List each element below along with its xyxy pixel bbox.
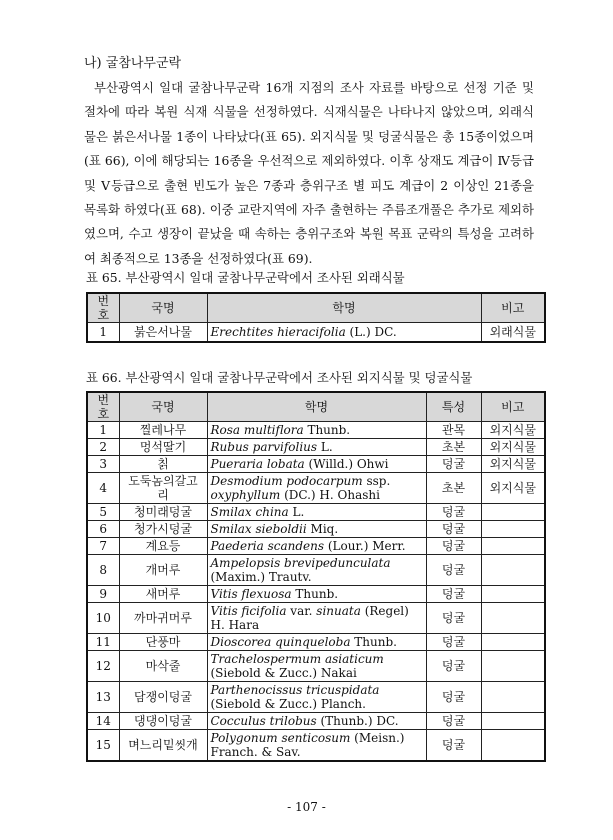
cell-no: 12: [87, 651, 119, 682]
cell-note: [481, 713, 545, 730]
cell-trait: 덩굴: [426, 538, 481, 555]
cell-name: 찔레나무: [119, 422, 207, 439]
sci-italic: Desmodium podocarpum: [210, 474, 363, 488]
cell-note: [481, 634, 545, 651]
body-paragraph: [84, 76, 534, 271]
cell-note: 외지식물: [481, 456, 545, 473]
cell-name: 담쟁이덩굴: [119, 682, 207, 713]
cell-no: 14: [87, 713, 119, 730]
cell-sci: [207, 603, 426, 634]
sci-author: Miq.: [306, 522, 339, 536]
cell-sci: [207, 422, 426, 439]
cell-trait: 관목: [426, 422, 481, 439]
sci-author: Thunb.: [291, 587, 339, 601]
sci-italic: Polygonum senticosum: [210, 730, 351, 745]
table-row: [87, 603, 545, 634]
header-name: 국명: [119, 392, 207, 422]
table-row: [87, 555, 545, 586]
cell-note: 외지식물: [481, 473, 545, 504]
cell-trait: 덩굴: [426, 521, 481, 538]
cell-no: 6: [87, 521, 119, 538]
cell-note: [481, 555, 545, 586]
sci-italic-infra: sinuata: [316, 604, 361, 618]
paragraph-text: 부산광역시 일대 굴참나무군락 16개 지점의 조사 자료를 바탕으로 선정 기준 및 절차에 따라 복원 식재 식물을 선정하였다. 식재식물은 나타나지 않았으며, 외래식물은 붉은서나물 1종이 나타났다(표 65). 외지식물 및 덩굴식물은 총 15종이었으며(표 66), 이에 해당되는 16종을 우선적으로 제외하였다. 이후 상재도 계급이 Ⅳ등급 및 Ⅴ등급으로 출현 빈도가 높은 7종과 층위구조 별 피도 계급이 2 이상인 21종을 목록화 하였다(표 68). 이중 교란지역에 자주 출현하는 주름조개풀은 추가로 제외하였으며, 수고 생장이 끝났을 때 속하는 층위구조와 복원 목표 군락의 특성을 고려하여 최종적으로 13종을 선정하였다(표 69).: [84, 80, 534, 266]
table-row: [87, 538, 545, 555]
table65-caption: 표 65. 부산광역시 일대 굴참나무군락에서 조사된 외래식물: [86, 270, 405, 285]
cell-sci: [207, 323, 481, 342]
cell-name: 멍석딸기: [119, 439, 207, 456]
cell-trait: 덩굴: [426, 651, 481, 682]
sci-author: (Lour.) Merr.: [324, 539, 406, 553]
sci-italic: Trachelospermum asiaticum: [210, 652, 384, 666]
table-row: [87, 439, 545, 456]
header-note: 비고: [481, 293, 545, 323]
sci-author: var.: [286, 604, 317, 618]
cell-no: 8: [87, 555, 119, 586]
sci-author: L.: [288, 505, 305, 519]
cell-sci: [207, 713, 426, 730]
table-65: [86, 292, 546, 343]
table-header-row: [87, 293, 545, 323]
cell-sci: [207, 504, 426, 521]
sci-italic: Rubus parvifolius: [210, 440, 318, 454]
cell-note: 외지식물: [481, 422, 545, 439]
cell-no: 5: [87, 504, 119, 521]
cell-sci: [207, 473, 426, 504]
cell-sci: [207, 682, 426, 713]
sci-italic: Erechtites hieracifolia: [210, 324, 346, 339]
cell-name: 도둑놈의갈고리: [119, 473, 207, 504]
cell-name: 며느리밑씻개: [119, 730, 207, 761]
table-row: [87, 713, 545, 730]
cell-trait: 덩굴: [426, 504, 481, 521]
cell-sci: [207, 439, 426, 456]
cell-trait: 덩굴: [426, 555, 481, 586]
table-66: [86, 391, 546, 762]
sci-author: L.: [317, 440, 333, 454]
sci-author: (Meisn.) Franch. & Sav.: [210, 730, 405, 759]
sci-italic: Smilax china: [210, 505, 289, 519]
cell-trait: 덩굴: [426, 603, 481, 634]
sci-author-infra: (Regel) H. Hara: [210, 604, 409, 632]
cell-no: 1: [87, 323, 119, 342]
table-row: [87, 586, 545, 603]
cell-sci: [207, 651, 426, 682]
page-number: - 107 -: [287, 800, 326, 814]
header-note: 비고: [481, 392, 545, 422]
cell-no: 15: [87, 730, 119, 761]
header-name: 국명: [119, 293, 207, 323]
cell-note: [481, 586, 545, 603]
sci-italic: Vitis flexuosa: [210, 587, 292, 601]
sci-author: (Maxim.) Trautv.: [210, 570, 312, 584]
sci-author: (Siebold & Zucc.) Planch.: [210, 697, 366, 711]
sci-italic: Rosa multiflora: [210, 423, 304, 437]
sci-author: (Thunb.) DC.: [316, 714, 399, 728]
sci-italic: Parthenocissus tricuspidata: [210, 683, 380, 697]
cell-note: [481, 603, 545, 634]
table-row: [87, 323, 545, 342]
cell-trait: 덩굴: [426, 682, 481, 713]
cell-note: [481, 504, 545, 521]
table-row: [87, 730, 545, 761]
table66-caption: 표 66. 부산광역시 일대 굴참나무군락에서 조사된 외지식물 및 덩굴식물: [86, 370, 473, 385]
cell-note: [481, 730, 545, 761]
sci-author: Thunb.: [303, 423, 351, 437]
sci-author: ssp.: [362, 474, 391, 488]
cell-note: 외지식물: [481, 439, 545, 456]
table-row: [87, 651, 545, 682]
cell-name: 계요등: [119, 538, 207, 555]
cell-note: [481, 521, 545, 538]
sci-italic: Ampelopsis brevipedunculata: [210, 556, 391, 570]
cell-name: 단풍마: [119, 634, 207, 651]
cell-no: 11: [87, 634, 119, 651]
table-row: [87, 504, 545, 521]
sci-italic: Cocculus trilobus: [210, 714, 317, 728]
cell-name: 칡: [119, 456, 207, 473]
table-row: [87, 682, 545, 713]
header-no: 번호: [87, 392, 119, 422]
sci-italic: Dioscorea quinqueloba: [210, 635, 351, 649]
cell-no: 3: [87, 456, 119, 473]
sci-author-infra: (DC.) H. Ohashi: [280, 488, 380, 502]
sci-author: Thunb.: [350, 635, 397, 649]
cell-sci: [207, 456, 426, 473]
cell-name: 새머루: [119, 586, 207, 603]
table-row: [87, 473, 545, 504]
cell-no: 4: [87, 473, 119, 504]
section-heading: 나) 굴참나무군락: [84, 56, 182, 71]
header-sci: 학명: [207, 293, 481, 323]
cell-name: 개머루: [119, 555, 207, 586]
cell-name: 청가시덩굴: [119, 521, 207, 538]
cell-no: 2: [87, 439, 119, 456]
sci-italic: Vitis ficifolia: [210, 604, 287, 618]
cell-trait: 덩굴: [426, 456, 481, 473]
cell-note: [481, 651, 545, 682]
cell-trait: 덩굴: [426, 730, 481, 761]
table-row: [87, 634, 545, 651]
cell-name: 까마귀머루: [119, 603, 207, 634]
cell-trait: 초본: [426, 439, 481, 456]
cell-note: 외래식물: [481, 323, 545, 342]
sci-italic: Smilax sieboldii: [210, 522, 307, 536]
cell-trait: 덩굴: [426, 713, 481, 730]
header-trait: 특성: [426, 392, 481, 422]
table-row: [87, 422, 545, 439]
sci-italic: Pueraria lobata: [210, 457, 305, 471]
cell-trait: 덩굴: [426, 634, 481, 651]
cell-name: 마삭줄: [119, 651, 207, 682]
cell-no: 10: [87, 603, 119, 634]
header-no: 번호: [87, 293, 119, 323]
table-row: [87, 521, 545, 538]
cell-sci: [207, 538, 426, 555]
cell-no: 7: [87, 538, 119, 555]
sci-italic-infra: oxyphyllum: [210, 488, 281, 502]
header-sci: 학명: [207, 392, 426, 422]
cell-sci: [207, 730, 426, 761]
cell-name: 붉은서나물: [119, 323, 207, 342]
cell-no: 9: [87, 586, 119, 603]
cell-sci: [207, 555, 426, 586]
cell-sci: [207, 586, 426, 603]
cell-sci: [207, 521, 426, 538]
cell-sci: [207, 634, 426, 651]
table-row: [87, 456, 545, 473]
sci-italic: Paederia scandens: [210, 539, 325, 553]
cell-note: [481, 682, 545, 713]
cell-name: 청미래덩굴: [119, 504, 207, 521]
sci-author: (Siebold & Zucc.) Nakai: [210, 666, 357, 680]
cell-name: 댕댕이덩굴: [119, 713, 207, 730]
cell-note: [481, 538, 545, 555]
sci-author: (L.) DC.: [345, 324, 397, 339]
cell-trait: 덩굴: [426, 586, 481, 603]
cell-no: 1: [87, 422, 119, 439]
table-header-row: [87, 392, 545, 422]
cell-no: 13: [87, 682, 119, 713]
cell-trait: 초본: [426, 473, 481, 504]
sci-author: (Willd.) Ohwi: [304, 457, 389, 471]
